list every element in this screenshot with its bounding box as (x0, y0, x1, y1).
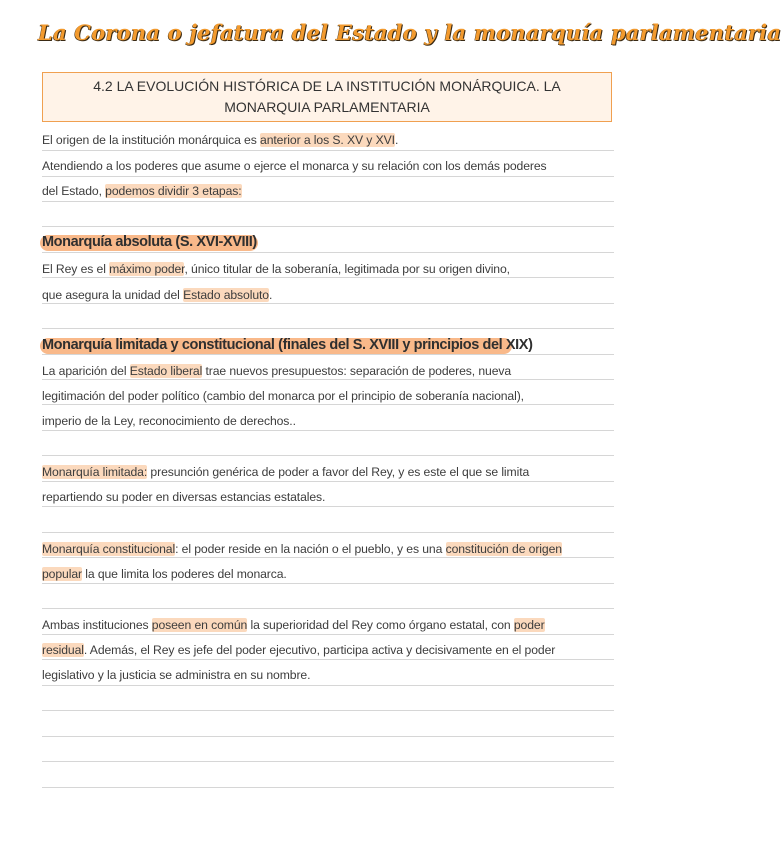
paragraph-line: popular la que limita los poderes del monarca. (42, 567, 287, 581)
ruled-line (42, 201, 614, 202)
ruled-line (42, 532, 614, 533)
ruled-line (42, 481, 614, 482)
ruled-line (42, 659, 614, 660)
paragraph-line: El Rey es el máximo poder, único titular de la soberanía, legitimada por su origen divino, (42, 262, 510, 276)
ruled-line (42, 634, 614, 635)
ruled-line (42, 557, 614, 558)
ruled-line (42, 608, 614, 609)
section-header: 4.2 LA EVOLUCIÓN HISTÓRICA DE LA INSTITUCIÓN MONÁRQUICA. LA MONARQUIA PARLAMENTARIA (42, 72, 612, 122)
ruled-line (42, 226, 614, 227)
paragraph-line: repartiendo su poder en diversas estancias estatales. (42, 490, 326, 504)
ruled-line (42, 430, 614, 431)
ruled-line (42, 761, 614, 762)
ruled-line (42, 354, 614, 355)
ruled-line (42, 736, 614, 737)
ruled-line (42, 583, 614, 584)
ruled-line (42, 787, 614, 788)
paragraph-line: del Estado, podemos dividir 3 etapas: (42, 184, 242, 198)
paragraph-line: residual. Además, el Rey es jefe del poder ejecutivo, participa activa y decisivamente en el poder (42, 643, 556, 657)
ruled-line (42, 277, 614, 278)
paragraph-line: legitimación del poder político (cambio del monarca por el principio de soberanía nacional), (42, 389, 524, 403)
page-title: La Corona o jefatura del Estado y la monarquía parlamentaria (38, 20, 781, 45)
paragraph-line: La aparición del Estado liberal trae nuevos presupuestos: separación de poderes, nueva (42, 364, 512, 378)
ruled-line (42, 379, 614, 380)
ruled-line (42, 176, 614, 177)
paragraph-line: Monarquía limitada: presunción genérica de poder a favor del Rey, y es este el que se limita (42, 465, 530, 479)
ruled-line (42, 252, 614, 253)
ruled-line (42, 303, 614, 304)
paragraph-line: Atendiendo a los poderes que asume o ejerce el monarca y su relación con los demás poderes (42, 159, 547, 173)
paragraph-line: que asegura la unidad del Estado absoluto. (42, 288, 273, 302)
ruled-line (42, 150, 614, 151)
paragraph-line: Monarquía constitucional: el poder reside en la nación o el pueblo, y es una constitución de origen (42, 542, 562, 556)
ruled-line (42, 506, 614, 507)
ruled-line (42, 328, 614, 329)
ruled-line (42, 710, 614, 711)
heading-monarquia-limitada-constitucional: Monarquía limitada y constitucional (finales del S. XVIII y principios del XIX) (42, 337, 533, 353)
heading-monarquia-absoluta: Monarquía absoluta (S. XVI-XVIII) (42, 234, 257, 250)
paragraph-line: El origen de la institución monárquica es anterior a los S. XV y XVI. (42, 133, 399, 147)
ruled-line (42, 404, 614, 405)
paragraph-line: imperio de la Ley, reconocimiento de derechos.. (42, 414, 296, 428)
ruled-line (42, 455, 614, 456)
ruled-line (42, 685, 614, 686)
paragraph-line: Ambas instituciones poseen en común la superioridad del Rey como órgano estatal, con poder (42, 618, 545, 632)
paragraph-line: legislativo y la justicia se administra en su nombre. (42, 668, 311, 682)
